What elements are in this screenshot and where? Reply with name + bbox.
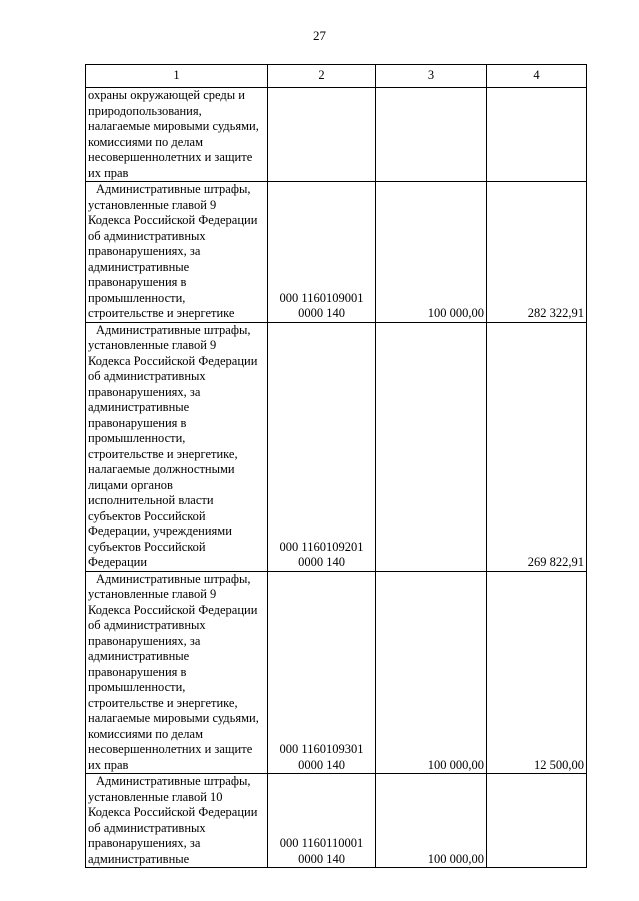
code-line: 000 1160109201 [279, 539, 364, 554]
row-name-cell [86, 322, 268, 571]
name-line: строительстве и энергетике, [88, 446, 238, 461]
name-line: налагаемые мировыми судьями, [88, 711, 259, 725]
name-line: налагаемые мировыми судьями, [88, 119, 259, 133]
header-col-4: 4 [487, 65, 587, 88]
table-row [86, 322, 587, 571]
row-plan-cell: 100 000,00 [376, 571, 487, 774]
name-line: административные [88, 851, 190, 866]
name-line: правонарушениях, за [88, 384, 201, 399]
name-line: правонарушения в [88, 664, 187, 679]
name-line: строительстве и энергетике [88, 306, 235, 320]
name-line: Административные штрафы, [96, 182, 251, 196]
name-line: Административные штрафы, [96, 774, 251, 788]
name-line: правонарушения в [88, 275, 187, 289]
name-line: административные [88, 400, 190, 414]
row-name-cell [86, 88, 268, 182]
row-fact-cell: 282 322,91 [487, 182, 587, 323]
name-line: лицами органов [88, 477, 173, 492]
name-line: Кодекса Российской Федерации [88, 353, 258, 368]
name-line: их прав [88, 757, 129, 772]
name-line: комиссиями по делам [88, 134, 203, 149]
name-line: природопользования, [88, 103, 202, 118]
row-plan-cell: 100 000,00 [376, 182, 487, 323]
name-line: правонарушения в [88, 415, 187, 430]
name-line: правонарушениях, за [88, 836, 201, 850]
row-plan-cell [376, 88, 487, 182]
row-name-cell [86, 571, 268, 774]
name-line: Административные штрафы, [96, 571, 251, 586]
table-row [86, 774, 587, 868]
table-body [86, 88, 587, 868]
row-fact-cell: 12 500,00 [487, 571, 587, 774]
code-line: 000 1160109001 [279, 290, 364, 305]
row-code-cell [268, 571, 376, 774]
name-line: охраны окружающей среды и [88, 88, 245, 102]
name-line: промышленности, [88, 290, 186, 305]
header-col-1: 1 [86, 65, 268, 88]
name-line: правонарушениях, за [88, 633, 201, 648]
table-row [86, 88, 587, 182]
code-line: 0000 140 [298, 757, 345, 772]
name-line: несовершеннолетних и защите [88, 742, 253, 756]
row-name-cell [86, 182, 268, 323]
name-line: Кодекса Российской Федерации [88, 805, 258, 819]
row-code-cell [268, 88, 376, 182]
row-name-cell [86, 774, 268, 868]
name-line: Федерации, учреждениями [88, 524, 232, 538]
code-line: 000 1160110001 [279, 836, 364, 850]
row-code-cell [268, 774, 376, 868]
budget-table [85, 64, 587, 868]
code-line: 0000 140 [298, 851, 345, 866]
name-line: установленные главой 9 [88, 338, 217, 352]
row-fact-cell: 269 822,91 [487, 322, 587, 571]
name-line: Кодекса Российской Федерации [88, 213, 258, 227]
name-line: об административных [88, 820, 206, 835]
name-line: административные [88, 259, 190, 274]
name-line: промышленности, [88, 431, 186, 445]
row-code-cell [268, 182, 376, 323]
row-fact-cell [487, 88, 587, 182]
table-row [86, 571, 587, 774]
name-line: строительстве и энергетике, [88, 695, 238, 710]
name-line: комиссиями по делам [88, 726, 203, 741]
name-line: об административных [88, 369, 206, 383]
table-row [86, 182, 587, 323]
page-number: 27 [313, 28, 326, 43]
name-line: налагаемые должностными [88, 462, 235, 476]
row-plan-cell [376, 322, 487, 571]
name-line: установленные главой 10 [88, 789, 223, 804]
row-code-cell [268, 322, 376, 571]
code-line: 0000 140 [298, 555, 345, 569]
header-row [86, 65, 587, 88]
name-line: промышленности, [88, 680, 186, 694]
name-line: установленные главой 9 [88, 197, 217, 212]
name-line: субъектов Российской [88, 508, 206, 523]
name-line: правонарушениях, за [88, 244, 201, 258]
name-line: административные [88, 649, 190, 663]
code-line: 0000 140 [298, 306, 345, 320]
name-line: Кодекса Российской Федерации [88, 602, 258, 617]
header-col-2: 2 [268, 65, 376, 88]
header-col-3: 3 [376, 65, 487, 88]
name-line: субъектов Российской [88, 539, 206, 554]
name-line: об административных [88, 228, 206, 243]
name-line: несовершеннолетних и защите [88, 150, 253, 164]
name-line: Административные штрафы, [96, 322, 251, 337]
name-line: Федерации [88, 555, 148, 569]
name-line: исполнительной власти [88, 493, 214, 507]
name-line: их прав [88, 165, 129, 180]
code-line: 000 1160109301 [279, 742, 364, 756]
row-fact-cell [487, 774, 587, 868]
row-plan-cell: 100 000,00 [376, 774, 487, 868]
name-line: об административных [88, 618, 206, 632]
name-line: установленные главой 9 [88, 587, 217, 601]
